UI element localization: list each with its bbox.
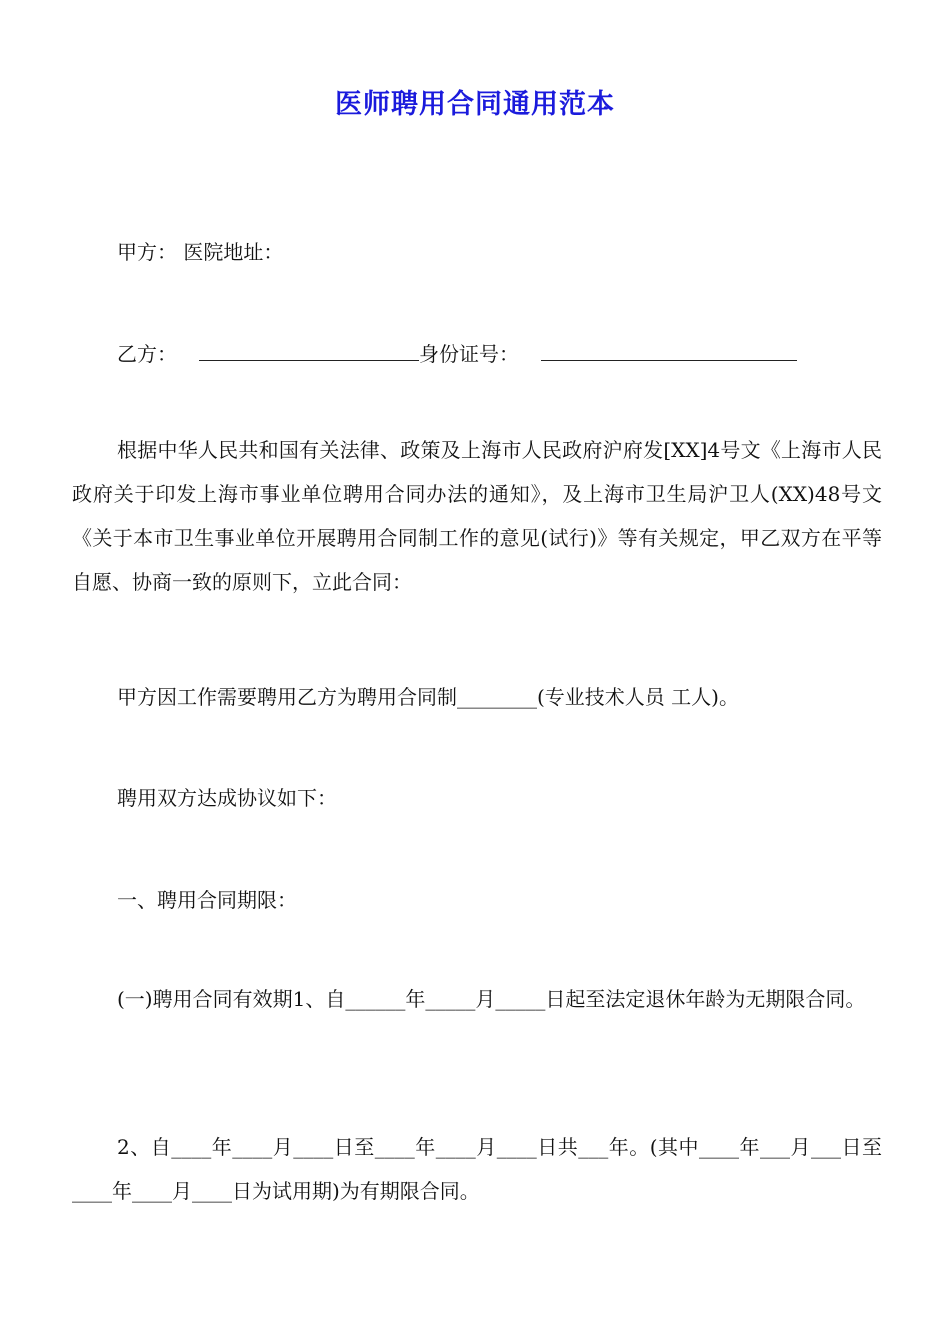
basis-paragraph: 根据中华人民共和国有关法律、政策及上海市人民政府沪府发[XX]4号文《上海市人民政府关于印发上海市事业单位聘用合同办法的通知》，及上海市卫生局沪卫人(XX)48号文《关于本市卫生事业单位开展聘用合同制工作的意见(试行)》等有关规定，甲乙双方在平等自愿、协商一致的原则下，立此合同： <box>72 438 882 594</box>
id-number-blank <box>541 338 797 361</box>
party-b-label: 乙方： <box>117 342 177 366</box>
clause-fixed-term: 2、自____年____月____日至____年____月____日共___年。(其中____年___月___日至____年____月____日为试用期)为有期限合同。 <box>72 1135 882 1203</box>
section-heading-term: 一、聘用合同期限： <box>117 888 297 912</box>
hire-paragraph: 甲方因工作需要聘用乙方为聘用合同制________(专业技术人员 工人)。 <box>117 685 739 709</box>
clause-indefinite-term: (一)聘用合同有效期1、自______年_____月_____日起至法定退休年龄为无期限合同。 <box>117 987 866 1011</box>
id-number-label: 身份证号： <box>419 342 519 366</box>
party-b-line <box>117 332 797 376</box>
party-b-name-blank <box>199 338 419 361</box>
document-title: 医师聘用合同通用范本 <box>335 89 615 120</box>
party-a-line: 甲方： 医院地址： <box>117 240 284 264</box>
agreement-paragraph: 聘用双方达成协议如下： <box>117 786 337 810</box>
